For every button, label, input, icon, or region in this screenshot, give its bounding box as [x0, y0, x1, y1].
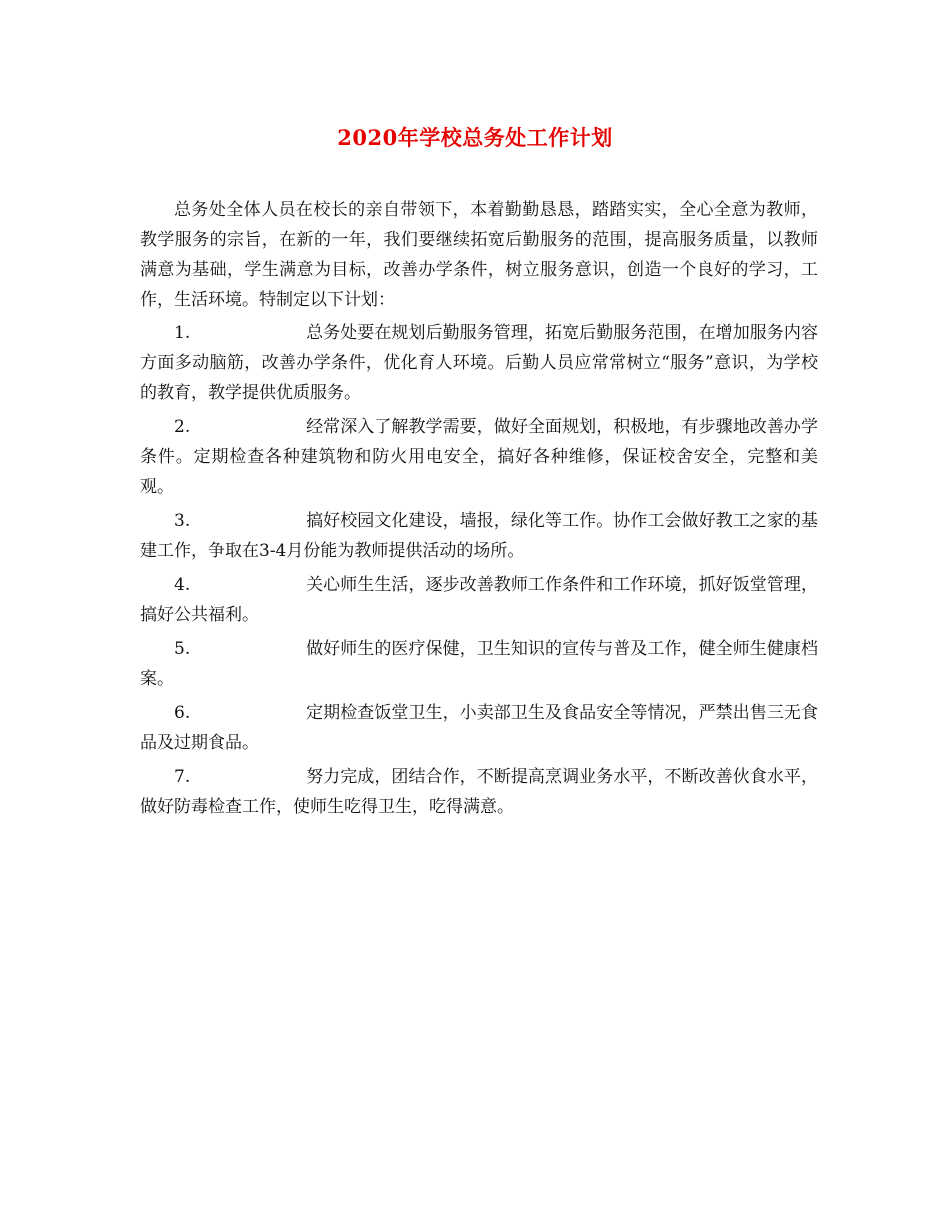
plan-item-5	[140, 634, 818, 694]
plan-item-7	[140, 762, 818, 822]
plan-item-number: 6.	[174, 703, 191, 723]
plan-item-text: 经常深入了解教学需要，做好全面规划，积极地，有步骤地改善办学条件。定期检查各种建筑物和防火用电安全，搞好各种维修，保证校舍安全，完整和美观。	[140, 417, 818, 497]
plan-item-text: 搞好校园文化建设，墙报，绿化等工作。协作工会做好教工之家的基建工作，争取在3-4月份能为教师提供活动的场所。	[140, 511, 818, 561]
plan-item-1	[140, 318, 818, 408]
plan-item-2	[140, 412, 818, 502]
plan-item-number: 3.	[174, 511, 191, 531]
plan-item-4	[140, 570, 818, 630]
plan-item-number: 2.	[174, 417, 191, 437]
document-body	[140, 195, 818, 826]
plan-item-number: 5.	[174, 639, 191, 659]
plan-item-text: 做好师生的医疗保健，卫生知识的宣传与普及工作，健全师生健康档案。	[140, 639, 818, 689]
plan-item-6	[140, 698, 818, 758]
page-title: 2020年学校总务处工作计划	[337, 125, 613, 150]
intro-paragraph: 总务处全体人员在校长的亲自带领下，本着勤勤恳恳，踏踏实实，全心全意为教师，教学服务的宗旨，在新的一年，我们要继续拓宽后勤服务的范围，提高服务质量，以教师满意为基础，学生满意为目标，改善办学条件，树立服务意识，创造一个良好的学习，工作，生活环境。特制定以下计划：	[140, 200, 818, 310]
plan-item-number: 1.	[174, 323, 191, 343]
plan-item-text: 关心师生生活，逐步改善教师工作条件和工作环境，抓好饭堂管理，搞好公共福利。	[140, 575, 818, 625]
plan-item-text: 总务处要在规划后勤服务管理，拓宽后勤服务范围，在增加服务内容方面多动脑筋，改善办学条件，优化育人环境。后勤人员应常常树立“服务”意识，为学校的教育，教学提供优质服务。	[140, 323, 818, 403]
plan-item-number: 7.	[174, 767, 191, 787]
plan-item-number: 4.	[174, 575, 191, 595]
plan-item-3	[140, 506, 818, 566]
plan-item-text: 定期检查饭堂卫生，小卖部卫生及食品安全等情况，严禁出售三无食品及过期食品。	[140, 703, 818, 753]
plan-item-text: 努力完成，团结合作，不断提高烹调业务水平，不断改善伙食水平，做好防毒检查工作，使师生吃得卫生，吃得满意。	[140, 767, 818, 817]
